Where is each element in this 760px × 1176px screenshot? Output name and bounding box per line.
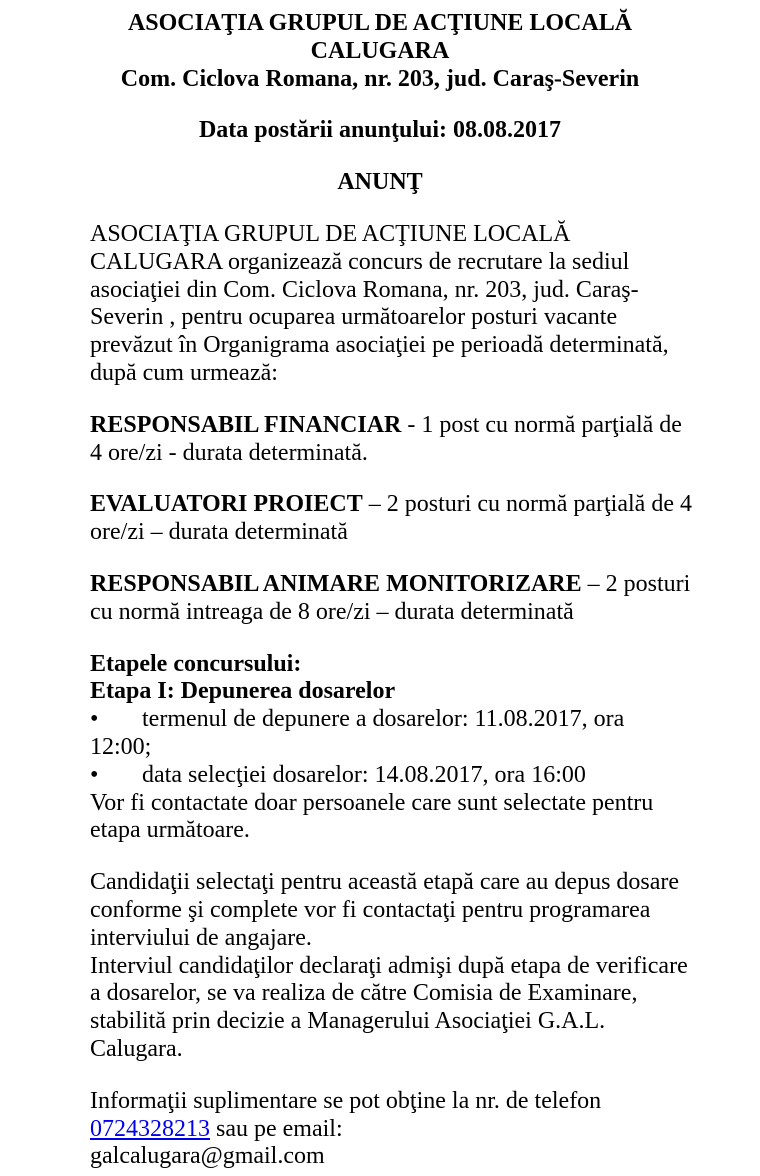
selection-paragraph: Candidaţii selectaţi pentru această etapă care au depus dosare conforme şi complete vor fi contactaţi pentru programarea interviului de angajare. Interviul candidaţilor declaraţi admişi după etapa de verificare a dosarelor, se va realiza de către Comisia de Examinare, stabilită prin decizie a Managerului Asociaţiei G.A.L. Calugara.	[90, 869, 688, 1062]
stages-note: Vor fi contactate doar persoanele care sunt selectate pentru etapa următoare.	[90, 789, 654, 844]
contact-text: Informaţii suplimentare se pot obţine la nr. de telefon	[90, 1087, 602, 1114]
post-date: Data postării anunţului: 08.08.2017	[198, 117, 562, 144]
position-item-evaluatori	[90, 491, 692, 547]
phone-link[interactable]: 0724328213	[90, 1115, 210, 1142]
contact-paragraph	[90, 1088, 670, 1171]
stages-section	[90, 651, 670, 846]
position-details: – 2 posturi cu normă intreaga de 8 ore/zi – durata determinată	[90, 570, 691, 625]
announcement-heading: ANUNŢ	[337, 169, 423, 196]
bullet-text: data selecţiei dosarelor: 14.08.2017, ora 16:00	[142, 761, 586, 788]
bullet-icon: •	[90, 761, 99, 788]
bullet-item-deadline	[90, 706, 670, 762]
bullet-item-selection-date	[90, 762, 670, 790]
position-title: EVALUATORI PROIECT	[90, 491, 363, 518]
position-title: RESPONSABIL ANIMARE MONITORIZARE	[90, 570, 582, 597]
contact-text-after-phone: sau pe email:	[210, 1115, 343, 1142]
email-text: galcalugara@gmail.com	[90, 1143, 325, 1170]
position-item-financiar	[90, 411, 682, 468]
bullet-text: termenul de depunere a dosarelor: 11.08.2017, ora 12:00;	[90, 706, 625, 760]
position-item-animare	[90, 570, 691, 627]
stages-heading: Etapele concursului: Etapa I: Depunerea dosarelor	[90, 650, 396, 705]
position-details: – 2 posturi cu normă parţială de 4 ore/zi – durata determinată	[90, 491, 692, 546]
position-title: RESPONSABIL FINANCIAR	[90, 411, 402, 438]
document-header-title: ASOCIAŢIA GRUPUL DE ACŢIUNE LOCALĂ CALUGARA Com. Ciclova Romana, nr. 203, jud. Caraş-Severin	[120, 10, 640, 92]
position-details: - 1 post cu normă parţială de 4 ore/zi - durata determinată.	[90, 411, 682, 466]
bullet-icon: •	[90, 706, 99, 733]
intro-paragraph: ASOCIAŢIA GRUPUL DE ACŢIUNE LOCALĂ CALUGARA organizează concurs de recrutare la sediul asociaţiei din Com. Ciclova Romana, nr. 203, jud. Caraş- Severin , pentru ocuparea următoarelor posturi vacante prevăzut în Organigrama asociaţiei pe perioadă determinată, după cum urmează:	[90, 220, 669, 386]
